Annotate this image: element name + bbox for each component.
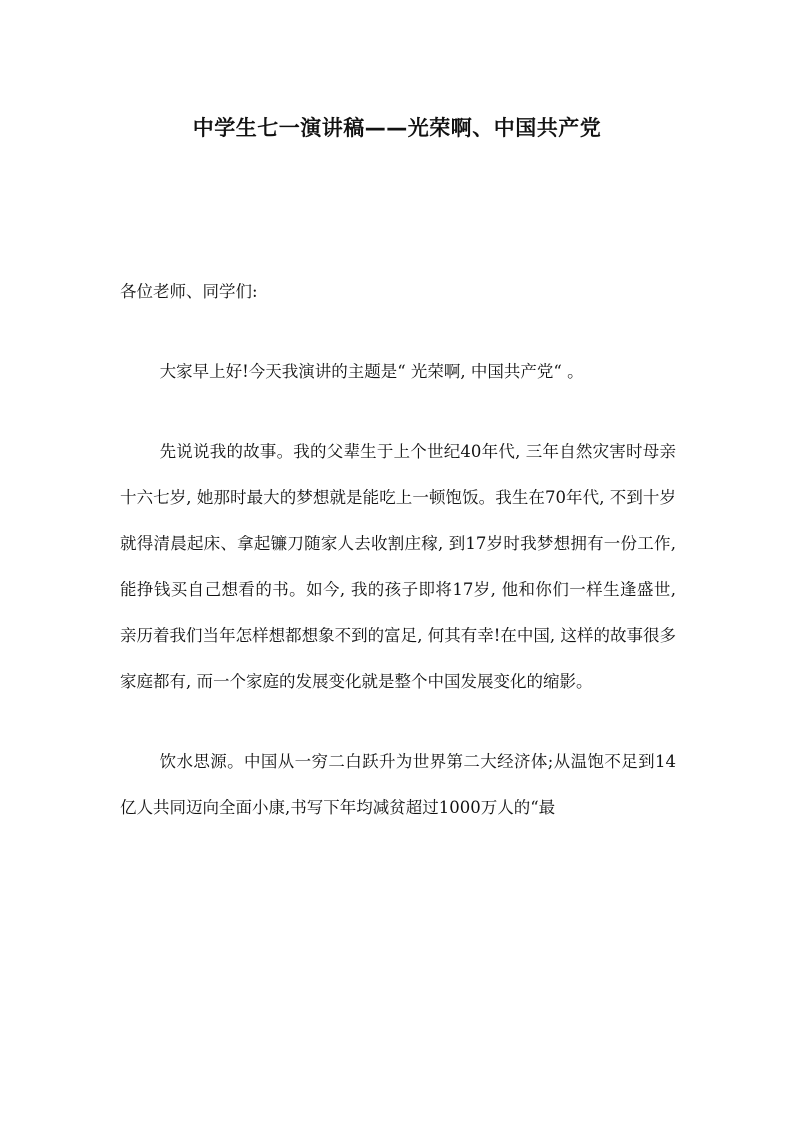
- greeting-paragraph: 大家早上好!今天我演讲的主题是“ 光荣啊, 中国共产党“ 。: [159, 362, 584, 381]
- document-body: [120, 269, 676, 831]
- story-paragraph: 先说说我的故事。我的父辈生于上个世纪40年代, 三年自然灾害时母亲十六七岁, 她那时最大的梦想就是能吃上一顿饱饭。我生在70年代, 不到十岁就得清晨起床、拿起镰刀随家人去收割庄稼, 到17岁时我梦想拥有一份工作, 能挣钱买自己想看的书。如今, 我的孩子即将17岁, 他和你们一样生逢盛世, 亲历着我们当年怎样想都想象不到的富足, 何其有幸!在中国, 这样的故事很多家庭都有, 而一个家庭的发展变化就是整个中国发展变化的缩影。: [120, 442, 676, 691]
- salutation-paragraph: 各位老师、同学们:: [120, 282, 258, 301]
- document-title: 中学生七一演讲稿——光荣啊、中国共产党: [192, 116, 602, 140]
- gratitude-paragraph: 饮水思源。中国从一穷二白跃升为世界第二大经济体;从温饱不足到14亿人共同迈向全面小康,书写下年均减贫超过1000万人的“最: [120, 752, 676, 817]
